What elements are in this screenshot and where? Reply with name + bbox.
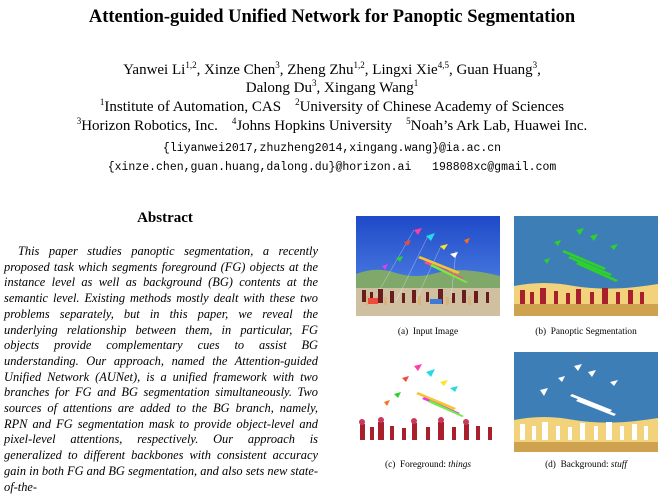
author-line: Dalong Du$^3$, Xingang Wang$^1$ [245, 78, 419, 96]
author-affiliation-mark: 1 [413, 78, 419, 88]
author-name: Dalong Du [245, 80, 312, 96]
affiliation-line [0, 98, 664, 117]
author-affiliation-mark: 3 [311, 78, 317, 88]
author-name: Xingang Wang [323, 80, 414, 96]
affiliation-mark: 5 [406, 116, 411, 126]
author-affiliation-mark: 1,2 [353, 60, 365, 70]
affiliation-name: Horizon Robotics, Inc. [81, 118, 218, 134]
affiliation-mark: 3 [76, 116, 82, 126]
affiliation-list [0, 98, 664, 136]
panoptic-segmentation-image [514, 216, 658, 316]
caption-c [348, 460, 508, 470]
affiliation-name: Institute of Automation, CAS [104, 99, 282, 115]
abstract-heading: Abstract [137, 210, 193, 226]
affiliation-name: University of Chinese Academy of Sciences [299, 99, 565, 115]
caption-prefix: (a) [397, 327, 409, 337]
author-name: Xinze Chen [204, 62, 276, 78]
author-list [0, 61, 664, 97]
foreground-things-image [356, 352, 500, 452]
email-list [0, 139, 664, 177]
email-line: {xinze.chen,guan.huang,dalong.du}@horizon.ai 198808xc@gmail.com [107, 161, 557, 174]
affiliation-mark: 1 [99, 97, 105, 107]
email-line: {liyanwei2017,zhuzheng2014,xingang.wang}@ia.ac.cn [162, 142, 502, 155]
caption-prefix: (b) [535, 327, 547, 337]
author-line: Yanwei Li$^{1,2}$, Xinze Chen$^3$, Zheng Zhu$^{1,2}$, Lingxi Xie$^{4,5}$, Guan Huang$^3$, [123, 60, 541, 78]
affiliation-name: Johns Hopkins University [236, 118, 393, 134]
caption-text: Foreground: [399, 460, 449, 470]
author-name: Yanwei Li [123, 62, 186, 78]
caption-italic-text: things [448, 460, 471, 470]
caption-prefix: (c) [384, 460, 396, 470]
caption-d [506, 460, 666, 470]
author-affiliation-mark: 1,2 [185, 60, 197, 70]
caption-a [348, 327, 508, 337]
caption-text: Background: [560, 460, 611, 470]
caption-text: Input Image [412, 327, 459, 337]
background-stuff-image [514, 352, 658, 452]
affiliation-line [0, 117, 664, 136]
caption-italic-text: stuff [610, 460, 627, 470]
caption-text: Panoptic Segmentation [550, 327, 637, 337]
affiliation-mark: 4 [231, 116, 237, 126]
input-image [356, 216, 500, 316]
author-name: Zheng Zhu [287, 62, 354, 78]
paper-title: Attention-guided Unified Network for Panoptic Segmentation [88, 7, 576, 27]
affiliation-mark: 2 [295, 97, 300, 107]
author-affiliation-mark: 4,5 [437, 60, 449, 70]
affiliation-name: Noah’s Ark Lab, Huawei Inc. [410, 118, 588, 134]
author-affiliation-mark: 3 [532, 60, 538, 70]
author-affiliation-mark: 3 [275, 60, 280, 70]
caption-prefix: (d) [545, 460, 556, 470]
author-name: Lingxi Xie [372, 62, 438, 78]
caption-b [506, 327, 666, 337]
author-name: Guan Huang [456, 62, 533, 78]
abstract-text: This paper studies panoptic segmentation, a recently proposed task which segments foreground (FG) objects at the instance level as well as background (BG) contents at the semantic level. Existing methods mostly dealt with these two problems separately, but in this paper, we reveal the underlying relationship between them, in particular, FG objects provide complementary cues to assist BG understanding. Our approach, named the Attention-guided Unified Network (AUNet), is a unified framework with two branches for FG and BG segmentation simultaneously. Two sources of attentions are added to the BG branch, namely, RPN and FG segmentation mask to provide object-level and pixel-level attentions, respectively. Our approach is generalized to different backbones with consistent accuracy gain in both FG and BG segmentation, and also sets new state-of-the- [4, 244, 318, 494]
